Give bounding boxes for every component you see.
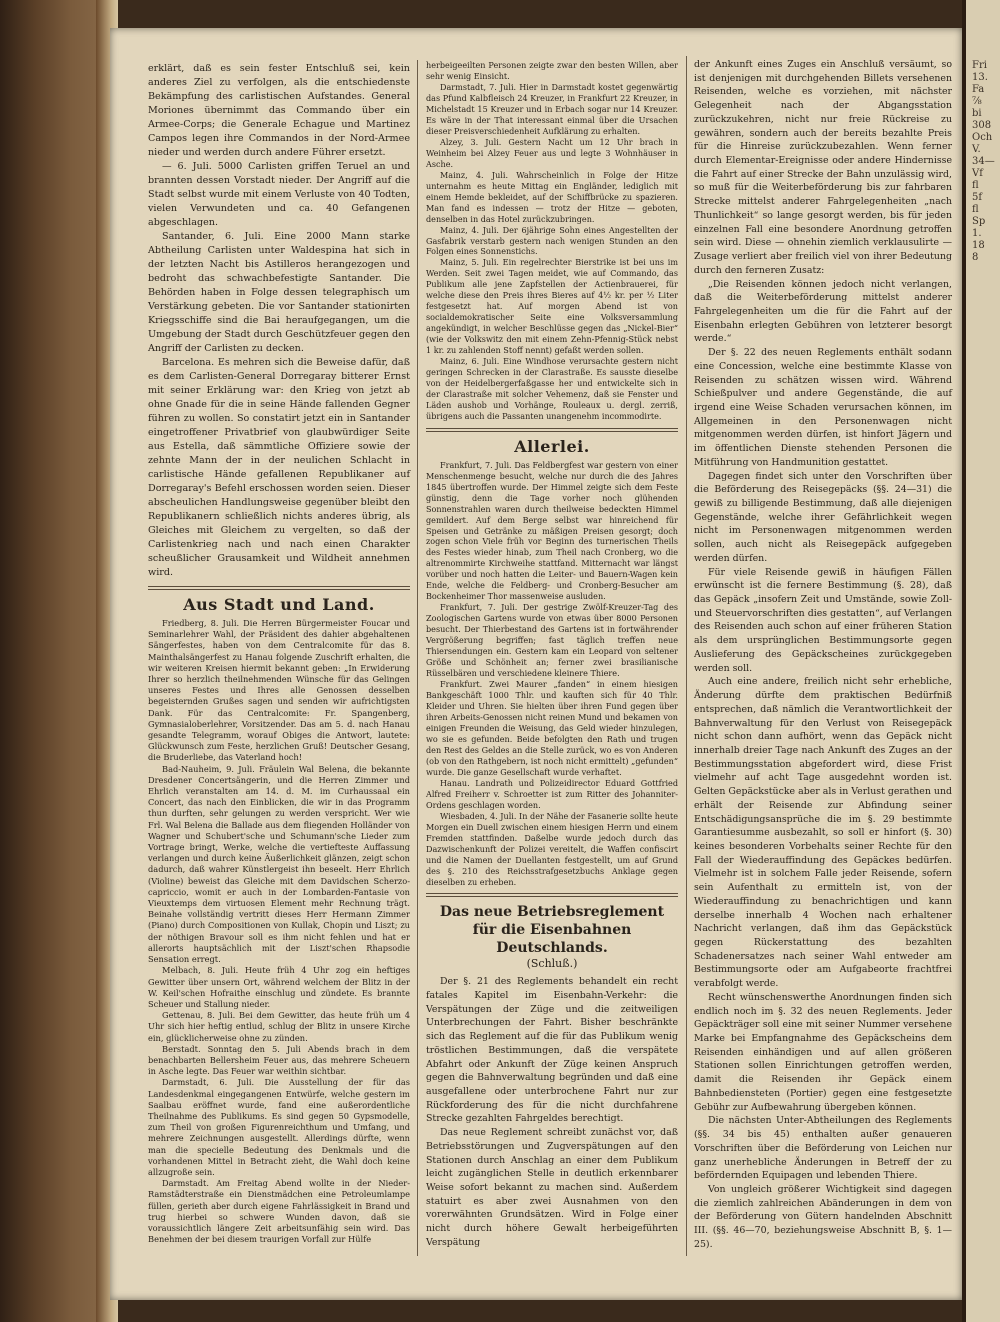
article-subheading: (Schluß.): [526, 957, 578, 971]
news-item: Frankfurt, 7. Juli. Der gestrige Zwölf-Kreuzer-Tag des Zoologischen Gartens wurde von etwas über 8000 Personen besucht. Der Thierbestand des Gartens ist in fortwährender Vergrößerung begriffen; fast täglich treffen neue Thiersendungen ein. Gestern kam ein Leopard von seltener Größe und Schönheit an; ferner zwei brasilianische Rüsselbären und verschiedene kleinere Thiere.: [426, 602, 678, 679]
article-paragraph: Barcelona. Es mehren sich die Beweise dafür, daß es dem Carlisten-General Dorregaray bitterer Ernst mit seiner Erklärung war: den Krieg von jetzt ab ohne Gnade für die in seine Hände fallenden Gegner führen zu wollen. So constatirt jetzt ein in Santander eingetroffener Privatbrief von glaubwürdiger Seite aus Estella, daß sämmtliche Offiziere sowie der zehnte Mann der in der neulichen Schlacht in carlistische Hände gefallenen Republikaner auf Dorregaray's Befehl erschossen worden seien. Dieser abscheulichen Handlungsweise gegenüber bleibt den Republikanern schließlich nichts anderes übrig, als Gleiches mit Gleichem zu vergelten, so daß der Carlistenkrieg nach und nach einen Charakter scheußlicher Grausamkeit und Wildheit annehmen wird.: [148, 357, 410, 578]
news-item: Mainz, 6. Juli. Eine Windhose verursachte gestern nicht geringen Schrecken in der Clarastraße. Es sausste dieselbe von der Heidelbergerfaßgasse her und entwickelte sich in der Clarastraße mit solcher Vehemenz, daß sie Fenster und Läden aushob und Vorhänge, Rouleaux u. dergl. zerriß, übrigens auch die Passanten unangenehm incommodirte.: [426, 356, 678, 421]
article-heading: Das neue Betriebsreglement für die Eisenbahnen Deutschlands.: [439, 904, 665, 957]
section-divider: [426, 428, 678, 432]
news-item: herbeigeeilten Personen zeigte zwar den besten Willen, aber sehr wenig Einsicht.: [426, 60, 678, 81]
news-item: Mainz, 4. Juli. Wahrscheinlich in Folge der Hitze unternahm es heute Mittag ein Engländer, lediglich mit einem Hemde bekleidet, auf der Schiffbrücke zu spazieren. Man fand es indessen — trotz der Hitze — geboten, denselben in das Hotel zurückzubringen.: [426, 169, 678, 224]
news-item: Wiesbaden, 4. Juli. In der Nähe der Fasanerie sollte heute Morgen ein Duell zwischen einem hiesigen Herrn und einem Fremden stattfinden. Daßelbe wurde jedoch durch das Dazwischenkunft der Polizei vereitelt, die Waffen confiscirt und die Namen der Duellanten festgestellt, um auf Grund des §. 210 des Reichsstrafgesetzbuchs Anklage gegen dieselben zu erheben.: [426, 810, 678, 887]
news-item: Alzey, 3. Juli. Gestern Nacht um 12 Uhr brach in Weinheim bei Alzey Feuer aus und legte 3 Wohnhäuser in Asche.: [426, 136, 678, 169]
article-paragraph: Die nächsten Unter-Abtheilungen des Reglements (§§. 34 bis 45) enthalten außer genaueren Vorschriften über die Beförderung von Leichen nur ganz unerhebliche Änderungen in Betreff der zu befördernden Equipagen und lebenden Thiere.: [694, 1115, 952, 1182]
article-paragraph: erklärt, daß es sein fester Entschluß sei, kein anderes Ziel zu verfolgen, als die entschiedenste Bekämpfung des carlistischen Aufstandes. General Moriones übernimmt das Commando über ein Armee-Corps; die Generale Echague und Martinez Campos legen ihre Commandos in der Nord-Armee nieder und werden durch andere Führer ersetzt.: [148, 63, 410, 158]
article-paragraph: Der §. 22 des neuen Reglements enthält sodann eine Concession, welche eine bestimmte Klasse von Reisenden zu schätzen wissen wird. Während Schießpulver und andere Gegenstände, die auf irgend eine Weise Schaden verursachen können, im Allgemeinen in den Personenwagen nicht mitgenommen werden dürfen, ist hinfort Jägern und im öffentlichen Dienste stehenden Personen die Mitführung von Handmunition gestattet.: [694, 347, 952, 468]
news-item: Darmstadt, 6. Juli. Die Ausstellung der für das Landesdenkmal eingegangenen Entwürfe, welche gestern im Saalbau eröffnet wurde, fand eine außerordentliche Theilnahme des Publikums. Es sind gegen 50 Gypsmodelle, zum Theil von großen Figurenreichthum und Umfang, und mehrere Zeichnungen ausgestellt. Allerdings dürfte, wenn man die specielle Bedeutung des Denkmals und die vorhandenen Mittel in Betracht zieht, die Wahl doch keine allzugroße sein.: [148, 1077, 410, 1177]
column-2: [426, 60, 678, 1250]
news-item: Frankfurt, 7. Juli. Das Feldbergfest war gestern von einer Menschenmenge besucht, welche nur durch die des Jahres 1845 übertroffen wurde. Der Himmel zeigte sich dem Feste günstig, denn die Tage vorher noch glühenden Sonnenstrahlen waren durch theilweise bedeckten Himmel gemildert. Auf dem Berge selbst war hinreichend für Speisen und Getränke zu mäßigen Preisen gesorgt; doch zogen schon Viele früh vor Beginn des turnerischen Theils des Festes wieder hinab, zum Theil nach Cronberg, wo die altrenommirte Kirchweihe stattfand. Mitternacht war längst vorüber und noch hatten die Leiter- und Bauern-Wagen kein Ende, welche die Feldberg- und Cronberg-Besucher am Bockenheimer Thor massenweise ausluden.: [426, 459, 678, 602]
section-divider: [426, 893, 678, 897]
news-item: Mainz, 4. Juli. Der 6jährige Sohn eines Angestellten der Gasfabrik verstarb gestern nach wenigen Stunden an den Folgen eines Sonnenstichs.: [426, 224, 678, 257]
column-3: [694, 58, 952, 1252]
news-item: Frankfurt. Zwei Maurer „fanden“ in einem hiesigen Bankgeschäft 1000 Thlr. und kauften sich für 40 Thlr. Kleider und Uhren. Sie hielten über ihren Fund gegen über ihren Arbeits-Genossen nicht reinen Mund und bekamen von einigen Freunden die Weisung, das Geld wieder hinzulegen, wo sie es gefunden. Beide befolgten den Rath und trugen den Rest des Geldes an die Stelle zurück, wo es von Anderen (ob von den Rathgebern, ist noch nicht ermittelt) „gefunden“ wurde. Die ganze Gesellschaft wurde verhaftet.: [426, 679, 678, 777]
article-paragraph: Auch eine andere, freilich nicht sehr erhebliche, Änderung dürfte dem praktischen Bedürfniß entsprechen, daß nämlich die Verantwortlichkeit der Bahnverwaltung für den Verlust von Reisegepäck nicht schon dann aufhört, wenn das Gepäck nicht innerhalb dreier Tage nach Ankunft des Zuges an der Bestimmungsstation abgefordert wird, diese Frist vielmehr auf acht Tage ausgedehnt worden ist. Gelten Gepäckstücke aber als in Verlust gerathen und erhält der Reisende zur Abfindung seiner Entschädigungsansprüche die im §. 29 bestimmte Garantiesumme ausbezahlt, so soll er hinfort (§. 30) keines besonderen Vorbehalts seiner Rechte für den Fall der Wiederauffindung des Gepäckes bedürfen. Vielmehr ist in solchem Falle jeder Reisende, sofern sein Aufenthalt zu ermitteln ist, von der Wiederauffindung zu benachrichtigen und kann derselbe innerhalb 4 Wochen nach erhaltener Nachricht verlangen, daß ihm das Gepäckstück gegen Rückerstattung des bezahlten Schadenersatzes nach seiner Wahl entweder am Bestimmungsorte oder am Aufgabeorte frachtfrei verabfolgt werde.: [694, 676, 952, 990]
article-paragraph: Recht wünschenswerthe Anordnungen finden sich endlich noch im §. 32 des neuen Reglements. Jeder Gepäckträger soll eine mit seiner Nummer versehene Marke bei Empfangnahme des Gepäckscheins dem Reisenden einhändigen und auf allen größeren Stationen sollen Einrichtungen getroffen werden, damit die Reisenden ihr Gepäck einem Bahnbediensteten (Portier) gegen eine festgesetzte Gebühr zur Aufbewahrung übergeben können.: [694, 991, 952, 1113]
article-paragraph: Von ungleich größerer Wichtigkeit sind dagegen die ziemlich zahlreichen Abänderungen in dem von der Beförderung von Gütern handelnden Abschnitt III. (§§. 46—70, beziehungsweise Abschnitt B, §. 1—25).: [694, 1183, 952, 1250]
news-item: Hanau. Landrath und Polizeidirector Eduard Gottfried Alfred Freiherr v. Schroetter ist zum Ritter des Johanniter-Ordens geschlagen worden.: [426, 777, 678, 810]
column-rule: [417, 60, 418, 1256]
news-item: Berstadt. Sonntag den 5. Juli Abends brach in dem benachbarten Bellersheim Feuer aus, das mehrere Scheuern in Asche legte. Das Feuer war weithin sichtbar.: [148, 1043, 410, 1077]
article-paragraph: Für viele Reisende gewiß in häufigen Fällen erwünscht ist die fernere Bestimmung (§. 28), daß das Gepäck „insofern Zeit und Umstände, sowie Zoll- und Steuervorschriften dies gestatten“, auf Verlangen des Reisenden auch schon auf einer früheren Station als dem ursprünglichen Bestimmungsorte gegen Auslieferung des Gepäckscheines zurückgegeben werden soll.: [694, 566, 952, 674]
news-item: Friedberg, 8. Juli. Die Herren Bürgermeister Foucar und Seminarlehrer Wahl, der Präsident des dahier abgehaltenen Sängerfestes, haben von dem Centralcomite für das 8. Mainthalsängerfest zu Hanau folgende Zuschrift erhalten, die wir weiteren Kreisen hiermit bekannt geben: „In Erwiderung Ihrer so herzlich theilnehmenden Wünsche für das Gelingen unseres Festes und Ihres alle Genossen desselben begeisternden Grußes sagen und senden wir aufrichtigsten Dank. Für das Centralcomite: Fr. Spangenberg, Gymnasialoberlehrer, Vorsitzender. Das am 5. d. nach Hanau gesandte Telegramm, worauf Obiges die Antwort, lautete: Glückwunsch zum Feste, herzlichen Gruß! Deutscher Gesang, die Bruderliebe, das Vaterland hoch!: [148, 618, 410, 763]
next-page-fragment: Fri 13. Fa ⅞ bi 308 Och V. 34— Vf fl 5f fl Sp 1. 18 8: [972, 60, 995, 263]
article-paragraph: Der §. 21 des Reglements behandelt ein recht fatales Kapitel im Eisenbahn-Verkehr: die Verspätungen der Züge und die zeitweiligen Unterbrechungen der Fahrt. Bisher beschränkte sich das Reglement auf die für das Publikum wenig tröstlichen Bestimmungen, daß die verspätete Abfahrt oder Ankunft der Züge keinen Anspruch gegen die Bahnverwaltung begründen und daß eine ausgefallene oder unterbrochene Fahrt nur zur Rückforderung des für die nicht durchfahrene Strecke gezahlten Fahrgeldes berechtigt.: [426, 976, 678, 1125]
news-item: Bad-Nauheim, 9. Juli. Fräulein Wal Belena, die bekannte Dresdener Concertsängerin, und die Herren Zimmer und Ehrlich veranstalten am 14. d. M. im Curhaussaal ein Concert, das nach den Einblicken, die wir in das Programm thun durften, sehr gelungen zu werden verspricht. Wer wie Frl. Wal Belena die Ballade aus dem fliegenden Holländer von Wagner und Schubert'sche und Schumann'sche Lieder zum Vortrage bringt, Werke, welche die vertiefteste Auffassung verlangen und durch keine Äußerlichkeit glänzen, zeigt schon dadurch, daß wahrer Künstlergeist ihn beseelt. Herr Ehrlich (Violine) beweist das Gleiche mit dem Davidschen Scherzo-capriccio, womit er auch in der Lombarden-Fantasie von Vieuxtemps dem virtuosen Element mehr Rechnung trägt. Beinahe vollständig vertritt dieses Herr Hermann Zimmer (Piano) durch Compositionen von Kullak, Chopin und Liszt; zu der nöthigen Bravour soll es ihm nicht fehlen und hat er allerorts hauptsächlich mit der Liszt'schen Rhapsodie Sensation erregt.: [148, 763, 410, 965]
news-item: Melbach, 8. Juli. Heute früh 4 Uhr zog ein heftiges Gewitter über unsern Ort, während welchem der Blitz in der W. Keil'schen Hofraithe einschlug und zündete. Es brannte Scheuer und Stallung nieder.: [148, 965, 410, 1009]
column-1: [148, 62, 410, 1245]
article-paragraph: — 6. Juli. 5000 Carlisten griffen Teruel an und brannten dessen Vorstadt nieder. Der Angriff auf die Stadt selbst wurde mit einem Verluste von 40 Todten, vielen Verwundeten und ca. 40 Gefangenen abgeschlagen.: [148, 161, 410, 228]
article-paragraph: „Die Reisenden können jedoch nicht verlangen, daß die Weiterbeförderung mittelst anderer Fahrgelegenheiten um die für die Fahrt auf der Eisenbahn erlegten Gebühren von letzterer besorgt werde.“: [694, 278, 952, 345]
news-item: Gettenau, 8. Juli. Bei dem Gewitter, das heute früh um 4 Uhr sich hier heftig entlud, schlug der Blitz in unsere Kirche ein, glücklicherweise ohne zu zünden.: [148, 1010, 410, 1043]
article-paragraph: Santander, 6. Juli. Eine 2000 Mann starke Abtheilung Carlisten unter Waldespina hat sich in der letzten Nacht bis Astilleros herangezogen und bedroht das schwachbefestigte Santander. Die Behörden haben in Folge dessen telegraphisch um Verstärkung gebeten. Die vor Santander stationirten Kriegsschiffe sind die Bai heraufgegangen, um die Umgebung der Stadt durch Geschützfeuer gegen den Angriff der Carlisten zu decken.: [148, 231, 410, 354]
article-paragraph: Dagegen findet sich unter den Vorschriften über die Beförderung des Reisegepäcks (§§. 24—31) die gewiß zu billigende Bestimmung, daß alle diejenigen Gegenstände, welche ihrer Gefährlichkeit wegen nicht im Personenwagen mitgenommen werden sollen, auch nicht als Reisegepäck aufgegeben werden dürfen.: [694, 470, 952, 564]
news-item: Darmstadt, 7. Juli. Hier in Darmstadt kostet gegenwärtig das Pfund Kalbfleisch 24 Kreuzer, in Frankfurt 22 Kreuzer, in Michelstadt 15 Kreuzer und in Erbach sogar nur 14 Kreuzer. Es wäre in der That interessant einmal über die Ursachen dieser Preisverschiedenheit Aufklärung zu erhalten.: [426, 81, 678, 136]
section-heading: Aus Stadt und Land.: [183, 595, 375, 614]
next-page-edge: [962, 0, 1000, 1322]
section-heading: Allerlei.: [514, 436, 590, 456]
news-item: Mainz, 5. Juli. Ein regelrechter Bierstrike ist bei uns im Werden. Seit zwei Tagen meidet, wie auf Commando, das Publikum alle jene Zapfstellen der Actienbrauerei, für welche diese den Preis ihres Bieres auf 4½ kr. per ½ Liter festgesetzt hat. Auf morgen Abend ist von socialdemokratischer Seite eine Volksversammlung angekündigt, in welcher Beschlüsse gegen das „Nickel-Bier“ (wie der Volkswitz den mit einem Zehn-Pfennig-Stück nebst 1 kr. zu zahlenden Stoff nennt) gefaßt werden sollen.: [426, 257, 678, 356]
article-paragraph: Das neue Reglement schreibt zunächst vor, daß Betriebsstörungen und Zugverspätungen auf den Stationen durch Anschlag an einer dem Publikum leicht zugänglichen Stelle in deutlich erkennbarer Weise sofort bekannt zu machen sind. Außerdem statuirt es aber zwei Ausnahmen von den vorerwähnten Grundsätzen. Wird in Folge einer nicht durch höhere Gewalt herbeigeführten Verspätung: [426, 1127, 678, 1248]
section-divider: [148, 586, 410, 590]
article-paragraph: der Ankunft eines Zuges ein Anschluß versäumt, so ist denjenigen mit durchgehenden Billets versehenen Reisenden, welche es vorziehen, mit nächster Gelegenheit nach der Abgangsstation zurückzukehren, nicht nur freie Rückreise zu gewähren, sondern auch der bereits bezahlte Preis für die Hinreise zurückzubezahlen. Wenn ferner durch Elementar-Ereignisse oder andere Hindernisse die Fahrt auf einer Strecke der Bahn unzulässig wird, so muß für die Weiterbeförderung bis zur fahrbaren Strecke mittelst anderer Fahrgelegenheiten „nach Thunlichkeit“ so lange gesorgt werden, bis für jeden einzelnen Fall eine besondere Anordnung getroffen sein wird. Diese — ohnehin ziemlich verklausulirte — Zusage verliert aber freilich viel von ihrer Bedeutung durch den ferneren Zusatz:: [694, 59, 952, 276]
column-rule: [686, 56, 687, 1256]
news-item: Darmstadt. Am Freitag Abend wollte in der Nieder-Ramstädterstraße ein Dienstmädchen eine Petroleumlampe füllen, gerieth aber durch eigene Fahrlässigkeit in Brand und trug hierbei so schwere Wunden davon, daß sie voraussichtlich längere Zeit arbeitsunfähig sein wird. Das Benehmen der bei diesem traurigen Vorfall zur Hülfe: [148, 1178, 410, 1245]
